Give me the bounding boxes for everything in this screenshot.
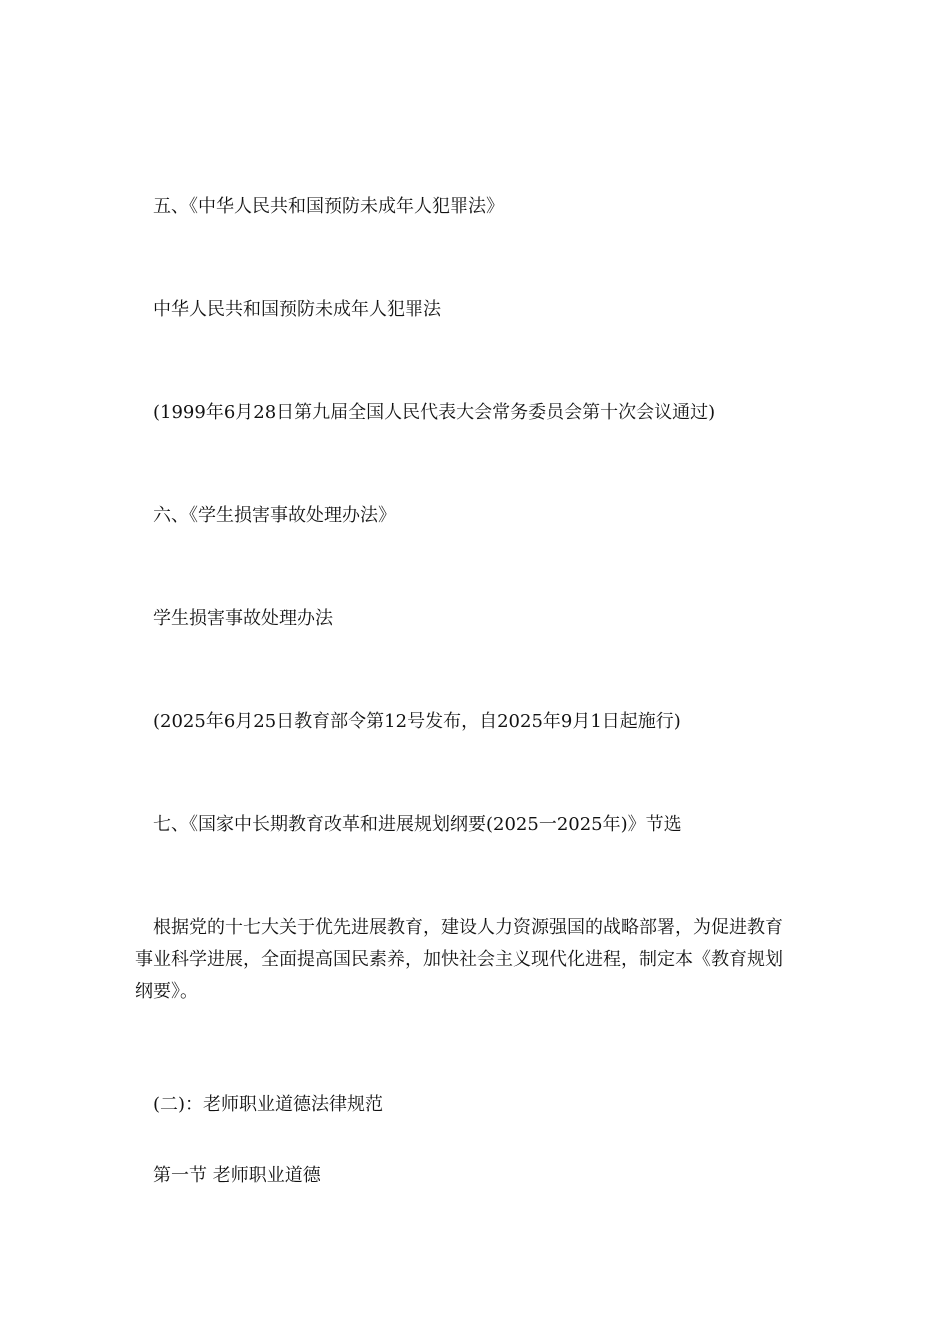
law-adoption-note: (1999年6月28日第九届全国人民代表大会常务委员会第十次会议通过): [153, 402, 716, 423]
subsection-heading: (二)：老师职业道德法律规范: [153, 1094, 384, 1115]
section-heading-7: 七、《国家中长期教育改革和进展规划纲要(2025一2025年)》节选: [153, 814, 682, 835]
section-heading-6: 六、《学生损害事故处理办法》: [153, 505, 396, 526]
body-paragraph: 根据党的十七大关于优先进展教育，建设人力资源强国的战略部署，为促进教育事业科学进展，全面提高国民素养，加快社会主义现代化进程，制定本《教育规划纲要》。: [135, 917, 783, 1002]
regulation-title: 学生损害事故处理办法: [153, 608, 333, 629]
chapter-heading: 第一节 老师职业道德: [153, 1165, 321, 1186]
regulation-issue-note: (2025年6月25日教育部令第12号发布，自2025年9月1日起施行): [153, 711, 681, 732]
law-title: 中华人民共和国预防未成年人犯罪法: [153, 299, 441, 320]
section-heading-5: 五、《中华人民共和国预防未成年人犯罪法》: [153, 196, 504, 217]
